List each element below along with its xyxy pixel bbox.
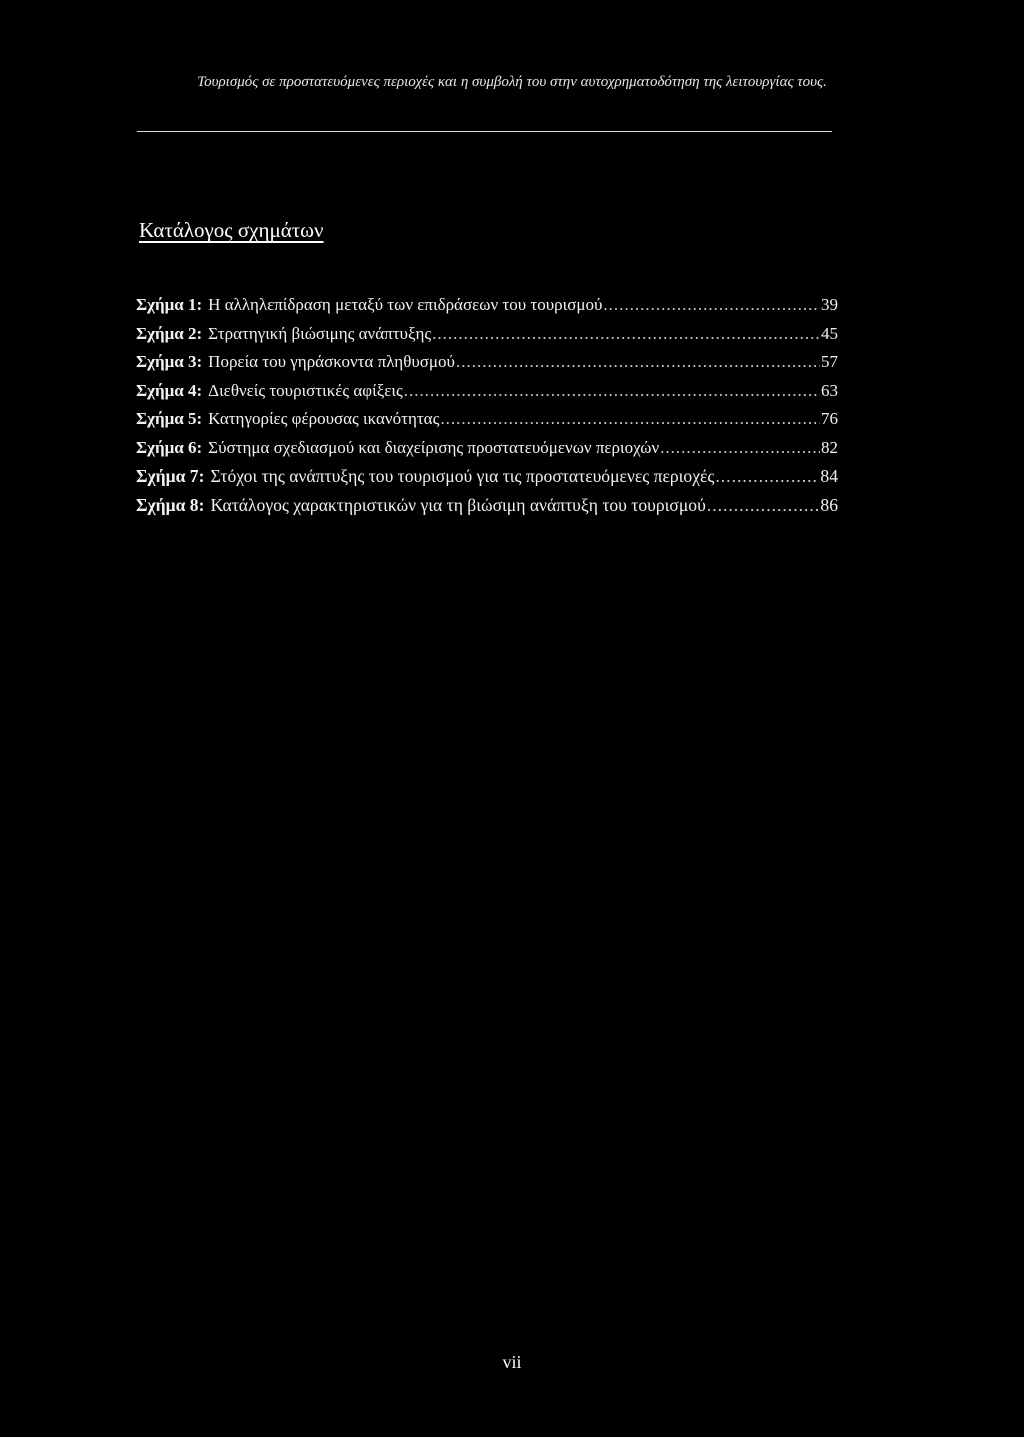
dot-leader (715, 465, 819, 487)
figure-page-number: 39 (821, 295, 838, 314)
page-number: vii (502, 1352, 522, 1372)
figure-entry-4 (136, 380, 838, 409)
figure-caption: Στρατηγική βιώσιμης ανάπτυξης (208, 323, 432, 343)
dot-leader (707, 494, 820, 516)
figure-page-number: 45 (821, 323, 838, 343)
running-header: Τουρισμός σε προστατευόμενες περιοχές και η συμβολή του στην αυτοχρηματοδότηση της λειτουργίας τους. (197, 74, 827, 90)
dot-leader (456, 351, 820, 373)
header-rule (137, 131, 832, 132)
figure-label: Σχήμα 8: (136, 494, 205, 515)
figure-caption: Πορεία του γηράσκοντα πληθυσμού (208, 352, 455, 371)
figure-entry-2 (136, 323, 838, 352)
figure-label: Σχήμα 1: (136, 295, 203, 314)
figure-page-number: 84 (820, 466, 838, 486)
figure-page-number: 82 (821, 437, 838, 457)
figure-page-number: 76 (821, 409, 838, 428)
figure-entry-8 (136, 494, 838, 523)
figure-page-number: 57 (821, 352, 838, 371)
figure-label: Σχήμα 2: (136, 323, 203, 343)
figure-label: Σχήμα 4: (136, 380, 203, 400)
figure-entry-6 (136, 437, 838, 466)
dot-leader (404, 380, 820, 402)
figure-caption: Κατηγορίες φέρουσας ικανότητας (208, 409, 440, 428)
figure-caption: Στόχοι της ανάπτυξης του τουρισμού για τις προστατευόμενες περιοχές (210, 466, 715, 486)
figure-label: Σχήμα 5: (136, 409, 203, 428)
figure-caption: Διεθνείς τουριστικές αφίξεις (208, 380, 403, 400)
dot-leader (603, 294, 820, 316)
dot-leader (660, 437, 820, 459)
figure-entry-3 (136, 351, 838, 380)
figure-caption: Κατάλογος χαρακτηριστικών για τη βιώσιμη ανάπτυξη του τουρισμού (210, 494, 706, 515)
figure-label: Σχήμα 6: (136, 437, 203, 457)
figure-entry-7 (136, 465, 838, 494)
figure-label: Σχήμα 3: (136, 352, 203, 371)
figure-label: Σχήμα 7: (136, 466, 205, 486)
list-of-figures (136, 294, 838, 522)
figure-page-number: 63 (821, 380, 838, 400)
figure-caption: Η αλληλεπίδραση μεταξύ των επιδράσεων του τουρισμού (208, 295, 603, 314)
figure-page-number: 86 (820, 494, 838, 515)
dot-leader (432, 323, 820, 345)
figure-entry-1 (136, 294, 838, 323)
figure-entry-5 (136, 408, 838, 437)
list-of-figures-title: Κατάλογος σχημάτων (139, 218, 324, 242)
figure-caption: Σύστημα σχεδιασμού και διαχείρισης προστατευόμενων περιοχών (208, 437, 660, 457)
dot-leader (440, 408, 820, 430)
